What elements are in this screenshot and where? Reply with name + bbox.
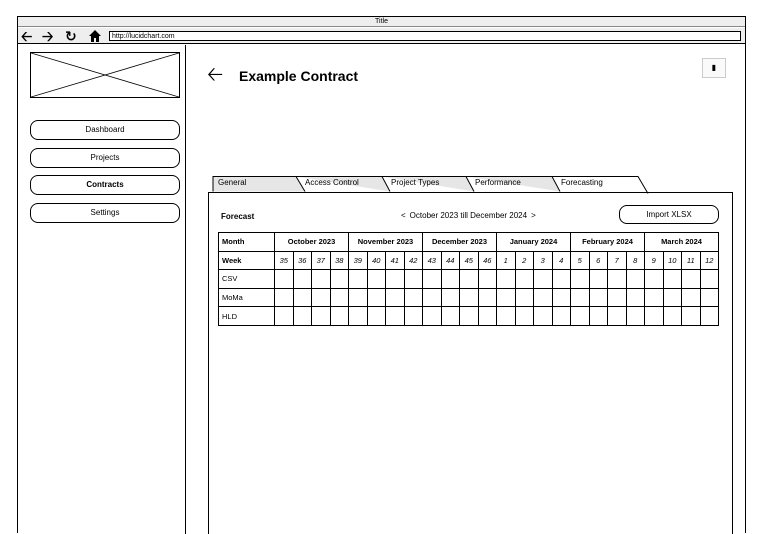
forecast-cell[interactable]	[682, 307, 701, 326]
week-cell: 3	[534, 251, 553, 270]
forecast-cell[interactable]	[330, 270, 349, 289]
week-cell: 41	[386, 251, 405, 270]
import-xlsx-button[interactable]: Import XLSX	[619, 205, 719, 224]
forecast-cell[interactable]	[552, 307, 571, 326]
forecast-cell[interactable]	[367, 270, 386, 289]
forecast-cell[interactable]	[386, 270, 405, 289]
forecast-cell[interactable]	[478, 307, 497, 326]
week-row	[219, 251, 719, 270]
forecast-cell[interactable]	[330, 288, 349, 307]
forecast-cell[interactable]	[312, 270, 331, 289]
sidebar-item-settings[interactable]: Settings	[30, 203, 180, 223]
forecast-cell[interactable]	[478, 270, 497, 289]
sidebar-item-projects[interactable]: Projects	[30, 148, 180, 168]
forecast-heading: Forecast	[221, 212, 255, 221]
tab-performance[interactable]: Performance	[466, 176, 560, 191]
forecast-cell[interactable]	[645, 307, 664, 326]
week-header: Week	[219, 251, 275, 270]
forecast-cell[interactable]	[515, 270, 534, 289]
tab-access-control[interactable]: Access Control	[296, 176, 390, 191]
sidebar-item-contracts[interactable]: Contracts	[30, 175, 180, 195]
delete-button[interactable]	[702, 58, 726, 78]
forecast-cell[interactable]	[608, 270, 627, 289]
back-arrow-icon[interactable]: 🡠	[207, 64, 224, 86]
forecast-cell[interactable]	[293, 270, 312, 289]
forecast-cell[interactable]	[645, 288, 664, 307]
forecast-cell[interactable]	[478, 288, 497, 307]
reload-icon[interactable]: ↻	[65, 28, 77, 44]
week-cell: 42	[404, 251, 423, 270]
forecast-cell[interactable]	[330, 307, 349, 326]
week-cell: 46	[478, 251, 497, 270]
forecast-cell[interactable]	[589, 307, 608, 326]
week-cell: 11	[682, 251, 701, 270]
week-cell: 9	[645, 251, 664, 270]
date-range-label: October 2023 till December 2024	[409, 211, 528, 220]
forecast-cell[interactable]	[423, 288, 442, 307]
month-cell: January 2024	[497, 233, 571, 252]
forecast-cell[interactable]	[571, 307, 590, 326]
forecast-cell[interactable]	[497, 270, 516, 289]
forecast-cell[interactable]	[700, 307, 719, 326]
forecast-cell[interactable]	[552, 270, 571, 289]
week-cell: 35	[275, 251, 294, 270]
forecast-cell[interactable]	[682, 288, 701, 307]
week-cell: 45	[460, 251, 479, 270]
forecast-cell[interactable]	[534, 270, 553, 289]
forecast-cell[interactable]	[663, 270, 682, 289]
forecast-cell[interactable]	[645, 270, 664, 289]
forecast-cell[interactable]	[349, 288, 368, 307]
forecast-cell[interactable]	[626, 288, 645, 307]
forecast-cell[interactable]	[275, 270, 294, 289]
forecasting-panel	[208, 192, 733, 534]
forecast-cell[interactable]	[515, 288, 534, 307]
month-row	[219, 233, 719, 252]
window-title: Title	[375, 18, 388, 25]
forecast-cell[interactable]	[515, 307, 534, 326]
forecast-cell[interactable]	[367, 288, 386, 307]
forecast-cell[interactable]	[423, 307, 442, 326]
month-header: Month	[219, 233, 275, 252]
forecast-cell[interactable]	[589, 270, 608, 289]
forecast-cell[interactable]	[608, 307, 627, 326]
forecast-cell[interactable]	[534, 288, 553, 307]
forecast-cell[interactable]	[663, 307, 682, 326]
week-cell: 7	[608, 251, 627, 270]
forecast-cell[interactable]	[663, 288, 682, 307]
month-cell: October 2023	[275, 233, 349, 252]
forecast-cell[interactable]	[293, 307, 312, 326]
week-cell: 38	[330, 251, 349, 270]
trash-icon: ▮	[711, 63, 717, 72]
window-title-bar	[18, 17, 745, 27]
month-cell: November 2023	[349, 233, 423, 252]
next-period-button[interactable]: >	[531, 211, 536, 220]
forecast-cell[interactable]	[441, 288, 460, 307]
sidebar-item-dashboard[interactable]: Dashboard	[30, 120, 180, 140]
forecast-cell[interactable]	[552, 288, 571, 307]
page-title: Example Contract	[239, 68, 359, 84]
forecast-cell[interactable]	[682, 270, 701, 289]
browser-window	[17, 16, 746, 533]
prev-period-button[interactable]: <	[401, 211, 406, 220]
week-cell: 40	[367, 251, 386, 270]
forecast-cell[interactable]	[608, 288, 627, 307]
forecast-cell[interactable]	[404, 270, 423, 289]
forecast-cell[interactable]	[312, 307, 331, 326]
forecast-cell[interactable]	[275, 288, 294, 307]
forecast-cell[interactable]	[423, 270, 442, 289]
forecast-cell[interactable]	[460, 288, 479, 307]
week-cell: 10	[663, 251, 682, 270]
forecast-cell[interactable]	[404, 288, 423, 307]
forecast-cell[interactable]	[349, 270, 368, 289]
row-label: HLD	[219, 307, 275, 326]
back-icon[interactable]: 🡠	[21, 28, 33, 44]
forecast-cell[interactable]	[460, 307, 479, 326]
url-text: http://lucidchart.com	[112, 33, 175, 40]
tab-general[interactable]: General	[213, 176, 305, 191]
row-label: CSV	[219, 270, 275, 289]
date-range	[397, 211, 540, 220]
forecast-table	[218, 232, 719, 326]
home-icon[interactable]	[88, 28, 102, 44]
week-cell: 36	[293, 251, 312, 270]
week-cell: 39	[349, 251, 368, 270]
forecast-cell[interactable]	[441, 307, 460, 326]
week-cell: 44	[441, 251, 460, 270]
week-cell: 1	[497, 251, 516, 270]
week-cell: 43	[423, 251, 442, 270]
main-content	[187, 45, 745, 534]
table-row	[219, 307, 719, 326]
forecast-cell[interactable]	[626, 307, 645, 326]
week-cell: 6	[589, 251, 608, 270]
forecast-cell[interactable]	[497, 307, 516, 326]
week-cell: 8	[626, 251, 645, 270]
browser-toolbar	[18, 28, 745, 44]
forecast-cell[interactable]	[312, 288, 331, 307]
forecast-cell[interactable]	[571, 270, 590, 289]
forecast-cell[interactable]	[275, 307, 294, 326]
forecast-cell[interactable]	[386, 307, 405, 326]
forecast-cell[interactable]	[404, 307, 423, 326]
forecast-cell[interactable]	[367, 307, 386, 326]
forecast-cell[interactable]	[534, 307, 553, 326]
sidebar	[18, 45, 186, 534]
tab-forecasting[interactable]: Forecasting	[552, 176, 652, 194]
forward-icon[interactable]: 🡢	[42, 28, 54, 44]
forecast-cell[interactable]	[700, 288, 719, 307]
forecast-cell[interactable]	[589, 288, 608, 307]
week-cell: 2	[515, 251, 534, 270]
forecast-cell[interactable]	[349, 307, 368, 326]
week-cell: 4	[552, 251, 571, 270]
week-cell: 5	[571, 251, 590, 270]
month-cell: February 2024	[571, 233, 645, 252]
table-row	[219, 288, 719, 307]
forecast-cell[interactable]	[386, 288, 405, 307]
forecast-cell[interactable]	[293, 288, 312, 307]
forecast-cell[interactable]	[626, 270, 645, 289]
logo-placeholder	[30, 52, 180, 98]
week-cell: 37	[312, 251, 331, 270]
tab-project-types[interactable]: Project Types	[382, 176, 474, 191]
url-bar[interactable]	[109, 31, 741, 41]
month-cell: March 2024	[645, 233, 719, 252]
forecast-cell[interactable]	[460, 270, 479, 289]
forecast-cell[interactable]	[441, 270, 460, 289]
table-row	[219, 270, 719, 289]
month-cell: December 2023	[423, 233, 497, 252]
forecast-cell[interactable]	[571, 288, 590, 307]
forecast-cell[interactable]	[700, 270, 719, 289]
week-cell: 12	[700, 251, 719, 270]
row-label: MoMa	[219, 288, 275, 307]
forecast-cell[interactable]	[497, 288, 516, 307]
